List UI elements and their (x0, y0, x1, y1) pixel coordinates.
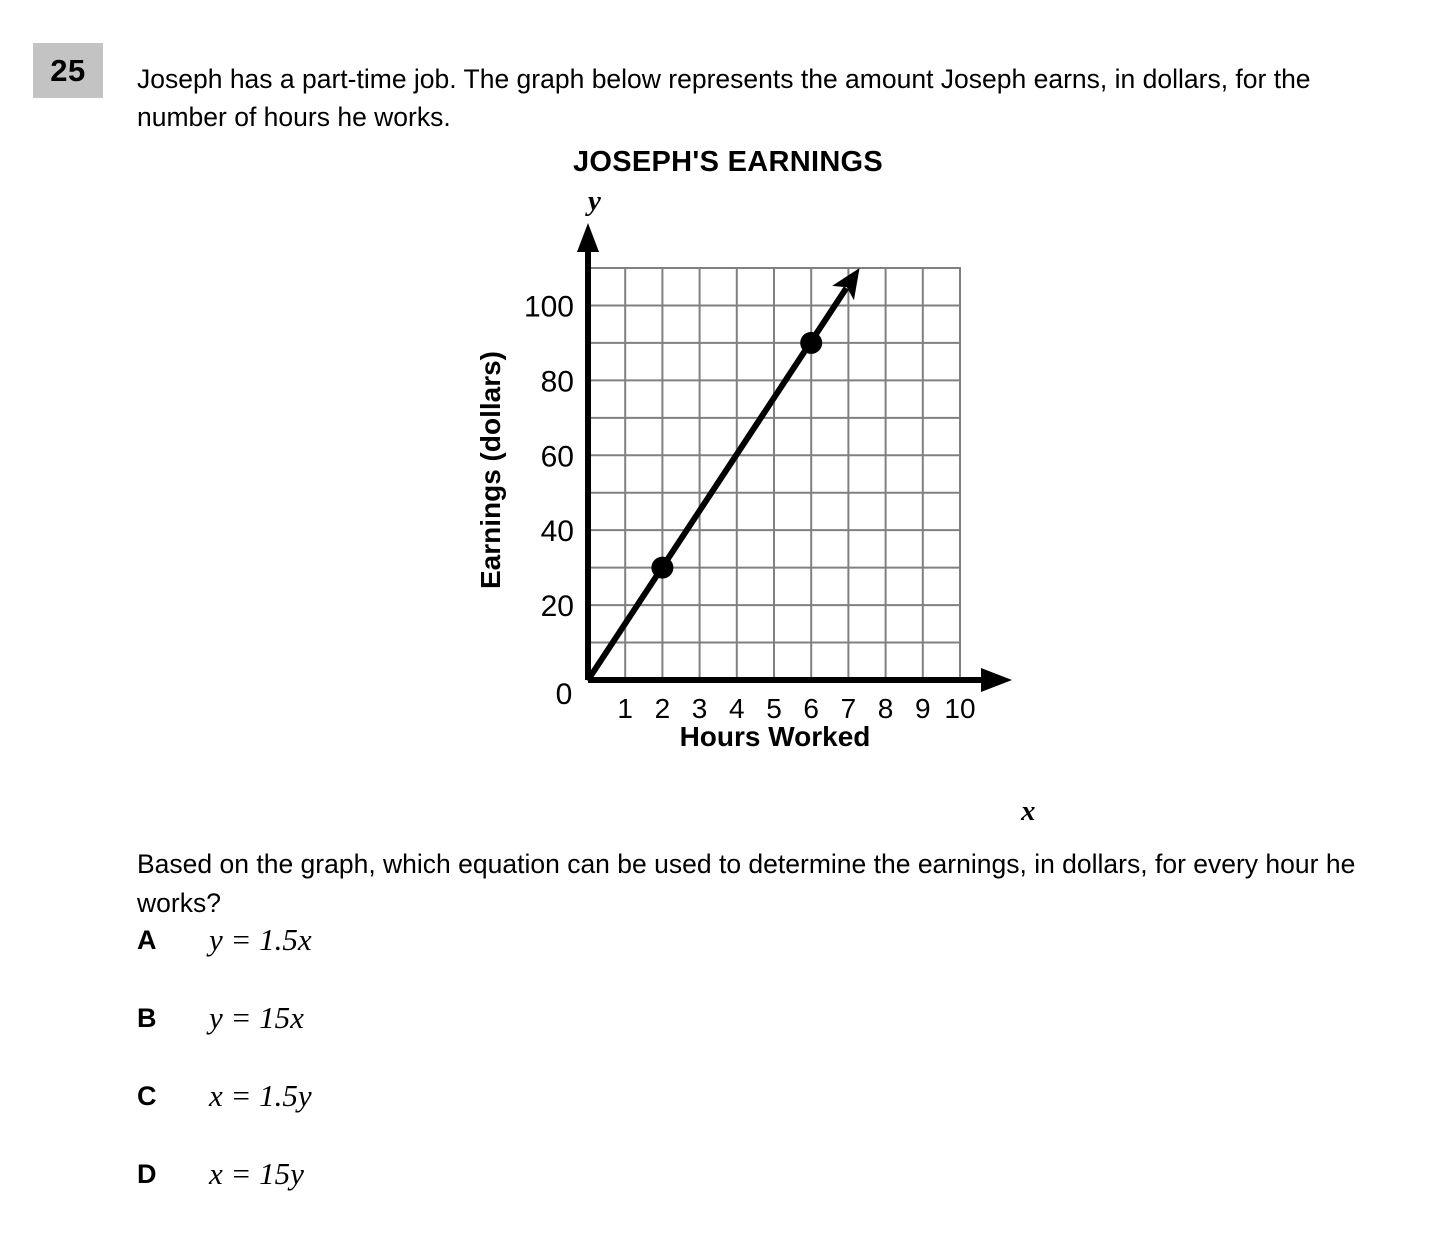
earnings-chart (0, 130, 1456, 827)
x-tick-label: 4 (729, 693, 745, 724)
option-letter: A (137, 925, 157, 955)
option-equation: y = 1.5x (209, 922, 312, 957)
x-tick-label: 7 (840, 693, 857, 724)
y-tick-label: 80 (540, 365, 574, 399)
option-equation: x = 15y (209, 1156, 304, 1191)
x-tick-label: 5 (766, 693, 782, 724)
option-letter: B (137, 1003, 157, 1033)
question-stem-text: Joseph has a part-time job. The graph below represents the amount Joseph earns, in dollars, for the number of hours he works. (137, 63, 1311, 132)
y-tick-label: 20 (540, 590, 574, 624)
x-tick-label: 3 (691, 693, 708, 724)
answer-option-d[interactable] (137, 1156, 837, 1237)
answer-options-list (137, 922, 837, 1237)
x-tick-label: 0 (555, 678, 573, 711)
option-equation: y = 15x (209, 1000, 304, 1035)
answer-option-a[interactable] (137, 922, 837, 1003)
chart-x-tick-labels (556, 678, 976, 724)
x-axis-label: Hours Worked (679, 721, 871, 752)
answer-option-c[interactable] (137, 1078, 837, 1159)
option-letter: D (137, 1159, 157, 1189)
question-header (0, 0, 1456, 132)
x-tick-label: 6 (803, 693, 819, 724)
x-tick-label: 8 (877, 693, 894, 724)
question-number-badge (33, 43, 103, 98)
option-equation: x = 1.5y (209, 1078, 312, 1113)
chart-gridlines (588, 268, 960, 680)
question-prompt-text: Based on the graph, which equation can be used to determine the earnings, in dollars, for every hour he works? (137, 848, 1356, 918)
x-tick-label: 2 (654, 693, 671, 724)
y-axis-symbol: y (588, 185, 601, 217)
chart-title: JOSEPH'S EARNINGS (572, 146, 884, 178)
y-axis-label: Earnings (dollars) (475, 350, 506, 590)
answer-option-b[interactable] (137, 1000, 837, 1081)
x-tick-label: 10 (944, 693, 976, 724)
chart-plot-area (0, 130, 1456, 827)
chart-data-line (588, 268, 860, 680)
x-tick-label: 9 (915, 693, 931, 724)
x-axis-symbol: x (1021, 795, 1036, 827)
y-tick-label: 100 (523, 290, 574, 324)
chart-svg (0, 130, 1456, 827)
chart-axes (577, 223, 1012, 692)
x-tick-label: 1 (617, 693, 633, 724)
y-tick-label: 40 (540, 515, 574, 549)
option-letter: C (137, 1081, 157, 1111)
chart-y-tick-labels (524, 290, 574, 623)
question-number: 25 (50, 52, 86, 88)
y-tick-label: 60 (540, 440, 574, 474)
